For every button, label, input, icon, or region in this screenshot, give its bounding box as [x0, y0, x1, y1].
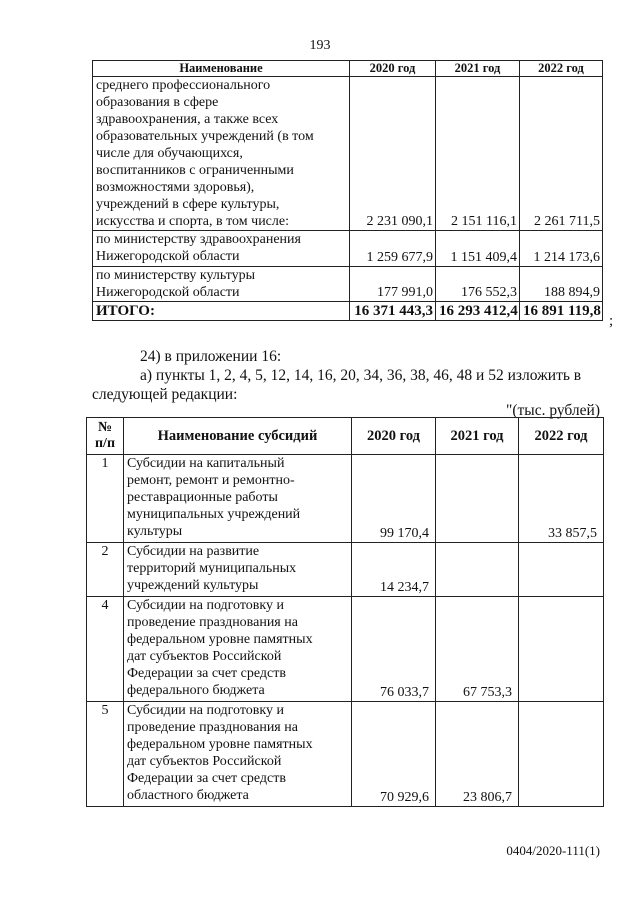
value-2020: 14 234,7: [352, 543, 436, 597]
subsidy-name: Субсидии на подготовку и проведение празднования на федеральном уровне памятных дат субъектов Российской Федерации за счет средств федерального бюджета: [124, 597, 352, 702]
table-row: [93, 231, 603, 267]
value-2022: 2 261 711,5: [520, 77, 603, 231]
total-2022: 16 891 119,8: [520, 302, 603, 321]
table-header-row: [93, 61, 603, 77]
column-header-2021: 2021 год: [436, 418, 519, 455]
table-row: [93, 77, 603, 231]
value-2022: [519, 543, 604, 597]
table-header-row: [87, 418, 604, 455]
value-2022: [519, 702, 604, 807]
value-2021: [436, 543, 519, 597]
table-row: [87, 702, 604, 807]
table-row: [87, 455, 604, 543]
value-2021: 23 806,7: [436, 702, 519, 807]
column-header-name: Наименование: [93, 61, 350, 77]
row-number: 5: [87, 702, 124, 807]
column-header-2020: 2020 год: [352, 418, 436, 455]
value-2021: 2 151 116,1: [436, 77, 520, 231]
unit-note: "(тыс. рублей): [506, 402, 600, 419]
table-row: [87, 543, 604, 597]
column-header-2020: 2020 год: [350, 61, 436, 77]
row-number: 2: [87, 543, 124, 597]
row-name: среднего профессионального образования в сфере здравоохранения, а также всех образовательных учреждений (в том числе для обучающихся, воспитанников с ограниченными возможностями здоровья), учреждений в сфере культуры, искусства и спорта, в том числе:: [93, 77, 350, 231]
value-2020: 2 231 090,1: [350, 77, 436, 231]
value-2022: [519, 597, 604, 702]
amendment-subparagraph: а) пункты 1, 2, 4, 5, 12, 14, 16, 20, 34, 36, 38, 46, 48 и 52 изложить в: [140, 367, 582, 384]
table-row: [93, 267, 603, 302]
value-2020: 1 259 677,9: [350, 231, 436, 267]
total-2020: 16 371 443,3: [350, 302, 436, 321]
value-2020: 70 929,6: [352, 702, 436, 807]
document-code: 0404/2020-111(1): [506, 843, 600, 858]
amendment-subparagraph-continuation: следующей редакции:: [92, 386, 238, 403]
row-name: по министерству здравоохранения Нижегородской области: [93, 231, 350, 267]
trailing-semicolon: ;: [609, 313, 614, 329]
value-2022: 188 894,9: [520, 267, 603, 302]
value-2022: 1 214 173,6: [520, 231, 603, 267]
value-2021: [436, 455, 519, 543]
total-label: ИТОГО:: [93, 302, 350, 321]
total-2021: 16 293 412,4: [436, 302, 520, 321]
value-2021: 176 552,3: [436, 267, 520, 302]
value-2020: 76 033,7: [352, 597, 436, 702]
value-2020: 177 991,0: [350, 267, 436, 302]
column-header-2021: 2021 год: [436, 61, 520, 77]
row-name: по министерству культуры Нижегородской области: [93, 267, 350, 302]
value-2022: 33 857,5: [519, 455, 604, 543]
subsidies-table: [86, 417, 604, 807]
expenditure-table: [92, 60, 603, 321]
row-number: 1: [87, 455, 124, 543]
row-number: 4: [87, 597, 124, 702]
total-row: [93, 302, 603, 321]
subsidy-name: Субсидии на развитие территорий муниципальных учреждений культуры: [124, 543, 352, 597]
value-2020: 99 170,4: [352, 455, 436, 543]
amendment-paragraph: 24) в приложении 16:: [140, 348, 282, 365]
page-number: 193: [309, 38, 331, 53]
value-2021: 1 151 409,4: [436, 231, 520, 267]
subsidy-name: Субсидии на подготовку и проведение празднования на федеральном уровне памятных дат субъектов Российской Федерации за счет средств областного бюджета: [124, 702, 352, 807]
value-2021: 67 753,3: [436, 597, 519, 702]
subsidy-name: Субсидии на капитальный ремонт, ремонт и ремонтно- реставрационные работы муниципальных учреждений культуры: [124, 455, 352, 543]
table-row: [87, 597, 604, 702]
column-header-subsidy-name: Наименование субсидий: [124, 418, 352, 455]
column-header-2022: 2022 год: [519, 418, 604, 455]
column-header-number: № п/п: [87, 418, 124, 455]
column-header-2022: 2022 год: [520, 61, 603, 77]
